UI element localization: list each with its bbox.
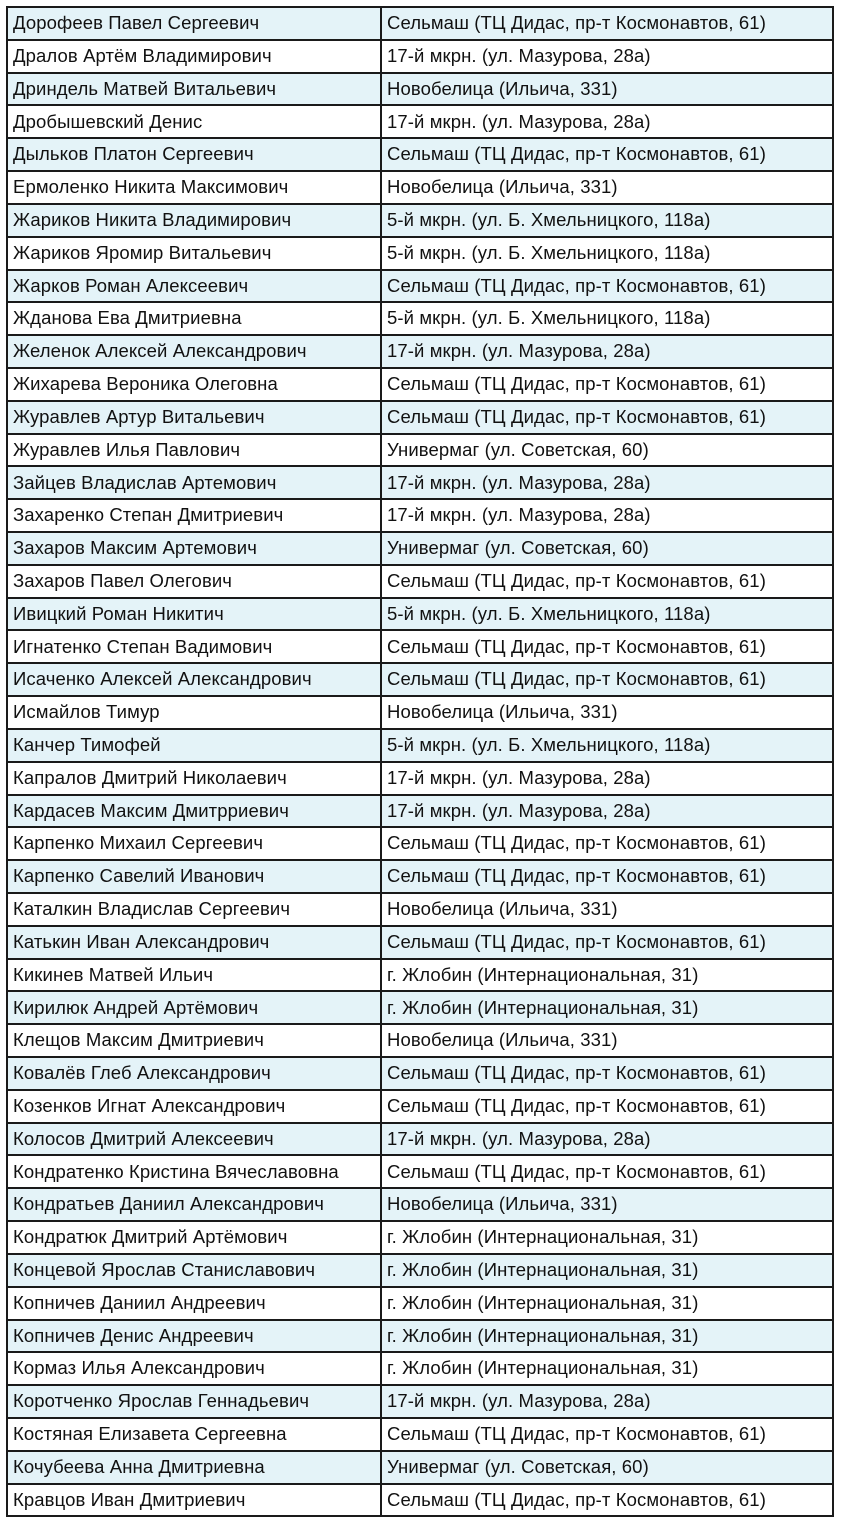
location-cell: Сельмаш (ТЦ Дидас, пр-т Космонавтов, 61) <box>381 401 833 434</box>
name-cell: Дыльков Платон Сергеевич <box>7 138 381 171</box>
location-cell: Сельмаш (ТЦ Дидас, пр-т Космонавтов, 61) <box>381 1484 833 1517</box>
table-row <box>7 795 833 828</box>
name-cell: Ковалёв Глеб Александрович <box>7 1057 381 1090</box>
location-cell: Новобелица (Ильича, 331) <box>381 73 833 106</box>
name-cell: Козенков Игнат Александрович <box>7 1090 381 1123</box>
location-cell: 17-й мкрн. (ул. Мазурова, 28а) <box>381 762 833 795</box>
name-cell: Зайцев Владислав Артемович <box>7 466 381 499</box>
location-cell: 17-й мкрн. (ул. Мазурова, 28а) <box>381 105 833 138</box>
name-cell: Кондратенко Кристина Вячеславовна <box>7 1155 381 1188</box>
name-cell: Карпенко Михаил Сергеевич <box>7 827 381 860</box>
location-cell: г. Жлобин (Интернациональная, 31) <box>381 1352 833 1385</box>
location-cell: 5-й мкрн. (ул. Б. Хмельницкого, 118а) <box>381 302 833 335</box>
location-cell: Новобелица (Ильича, 331) <box>381 893 833 926</box>
name-cell: Жданова Ева Дмитриевна <box>7 302 381 335</box>
location-cell: г. Жлобин (Интернациональная, 31) <box>381 1221 833 1254</box>
table-row <box>7 73 833 106</box>
name-cell: Захаренко Степан Дмитриевич <box>7 499 381 532</box>
location-cell: Сельмаш (ТЦ Дидас, пр-т Космонавтов, 61) <box>381 7 833 40</box>
location-cell: Универмаг (ул. Советская, 60) <box>381 1451 833 1484</box>
name-cell: Канчер Тимофей <box>7 729 381 762</box>
table-row <box>7 7 833 40</box>
location-cell: г. Жлобин (Интернациональная, 31) <box>381 991 833 1024</box>
table-row <box>7 499 833 532</box>
name-cell: Захаров Максим Артемович <box>7 532 381 565</box>
table-row <box>7 959 833 992</box>
location-cell: Сельмаш (ТЦ Дидас, пр-т Космонавтов, 61) <box>381 368 833 401</box>
location-cell: 5-й мкрн. (ул. Б. Хмельницкого, 118а) <box>381 204 833 237</box>
name-cell: Каталкин Владислав Сергеевич <box>7 893 381 926</box>
table-row <box>7 1287 833 1320</box>
name-cell: Кочубеева Анна Дмитриевна <box>7 1451 381 1484</box>
table-row <box>7 1451 833 1484</box>
table-row <box>7 434 833 467</box>
location-cell: Сельмаш (ТЦ Дидас, пр-т Космонавтов, 61) <box>381 926 833 959</box>
name-cell: Исаченко Алексей Александрович <box>7 663 381 696</box>
table-row <box>7 565 833 598</box>
name-cell: Копничев Денис Андреевич <box>7 1320 381 1353</box>
name-cell: Кондратюк Дмитрий Артёмович <box>7 1221 381 1254</box>
location-cell: Универмаг (ул. Советская, 60) <box>381 532 833 565</box>
name-cell: Ивицкий Роман Никитич <box>7 598 381 631</box>
table-row <box>7 368 833 401</box>
location-cell: 17-й мкрн. (ул. Мазурова, 28а) <box>381 40 833 73</box>
location-cell: Сельмаш (ТЦ Дидас, пр-т Космонавтов, 61) <box>381 860 833 893</box>
location-cell: Сельмаш (ТЦ Дидас, пр-т Космонавтов, 61) <box>381 138 833 171</box>
name-cell: Журавлев Илья Павлович <box>7 434 381 467</box>
table-row <box>7 40 833 73</box>
table-row <box>7 237 833 270</box>
location-cell: 17-й мкрн. (ул. Мазурова, 28а) <box>381 1123 833 1156</box>
table-row <box>7 1090 833 1123</box>
location-cell: 17-й мкрн. (ул. Мазурова, 28а) <box>381 499 833 532</box>
location-cell: Новобелица (Ильича, 331) <box>381 1024 833 1057</box>
table-row <box>7 1320 833 1353</box>
table-row <box>7 762 833 795</box>
name-cell: Жариков Яромир Витальевич <box>7 237 381 270</box>
table-row <box>7 1385 833 1418</box>
name-cell: Исмайлов Тимур <box>7 696 381 729</box>
name-cell: Игнатенко Степан Вадимович <box>7 630 381 663</box>
roster-table <box>6 6 834 1517</box>
table-row <box>7 532 833 565</box>
name-cell: Дорофеев Павел Сергеевич <box>7 7 381 40</box>
location-cell: Новобелица (Ильича, 331) <box>381 171 833 204</box>
table-row <box>7 1254 833 1287</box>
name-cell: Колосов Дмитрий Алексеевич <box>7 1123 381 1156</box>
location-cell: Новобелица (Ильича, 331) <box>381 696 833 729</box>
name-cell: Кирилюк Андрей Артёмович <box>7 991 381 1024</box>
location-cell: Универмаг (ул. Советская, 60) <box>381 434 833 467</box>
name-cell: Дробышевский Денис <box>7 105 381 138</box>
table-row <box>7 1221 833 1254</box>
table-row <box>7 926 833 959</box>
table-row <box>7 270 833 303</box>
name-cell: Капралов Дмитрий Николаевич <box>7 762 381 795</box>
location-cell: Новобелица (Ильича, 331) <box>381 1188 833 1221</box>
name-cell: Кравцов Иван Дмитриевич <box>7 1484 381 1517</box>
table-row <box>7 1188 833 1221</box>
table-row <box>7 630 833 663</box>
roster-body <box>7 7 833 1516</box>
table-row <box>7 1155 833 1188</box>
location-cell: Сельмаш (ТЦ Дидас, пр-т Космонавтов, 61) <box>381 1418 833 1451</box>
location-cell: Сельмаш (ТЦ Дидас, пр-т Космонавтов, 61) <box>381 1057 833 1090</box>
table-row <box>7 1484 833 1517</box>
table-row <box>7 1123 833 1156</box>
name-cell: Жариков Никита Владимирович <box>7 204 381 237</box>
table-row <box>7 302 833 335</box>
table-row <box>7 204 833 237</box>
table-row <box>7 171 833 204</box>
table-row <box>7 663 833 696</box>
table-row <box>7 860 833 893</box>
name-cell: Копничев Даниил Андреевич <box>7 1287 381 1320</box>
table-row <box>7 696 833 729</box>
location-cell: г. Жлобин (Интернациональная, 31) <box>381 1320 833 1353</box>
name-cell: Захаров Павел Олегович <box>7 565 381 598</box>
location-cell: 17-й мкрн. (ул. Мазурова, 28а) <box>381 1385 833 1418</box>
table-row <box>7 729 833 762</box>
location-cell: 5-й мкрн. (ул. Б. Хмельницкого, 118а) <box>381 598 833 631</box>
name-cell: Желенок Алексей Александрович <box>7 335 381 368</box>
name-cell: Карпенко Савелий Иванович <box>7 860 381 893</box>
table-row <box>7 1024 833 1057</box>
table-row <box>7 335 833 368</box>
table-row <box>7 1057 833 1090</box>
table-row <box>7 991 833 1024</box>
location-cell: г. Жлобин (Интернациональная, 31) <box>381 959 833 992</box>
location-cell: Сельмаш (ТЦ Дидас, пр-т Космонавтов, 61) <box>381 1155 833 1188</box>
location-cell: Сельмаш (ТЦ Дидас, пр-т Космонавтов, 61) <box>381 1090 833 1123</box>
name-cell: Кардасев Максим Дмитрриевич <box>7 795 381 828</box>
table-row <box>7 1352 833 1385</box>
name-cell: Коротченко Ярослав Геннадьевич <box>7 1385 381 1418</box>
name-cell: Жарков Роман Алексеевич <box>7 270 381 303</box>
table-row <box>7 827 833 860</box>
table-row <box>7 598 833 631</box>
location-cell: 5-й мкрн. (ул. Б. Хмельницкого, 118а) <box>381 729 833 762</box>
name-cell: Кикинев Матвей Ильич <box>7 959 381 992</box>
location-cell: Сельмаш (ТЦ Дидас, пр-т Космонавтов, 61) <box>381 827 833 860</box>
location-cell: 17-й мкрн. (ул. Мазурова, 28а) <box>381 795 833 828</box>
location-cell: Сельмаш (ТЦ Дидас, пр-т Космонавтов, 61) <box>381 663 833 696</box>
location-cell: Сельмаш (ТЦ Дидас, пр-т Космонавтов, 61) <box>381 270 833 303</box>
location-cell: 17-й мкрн. (ул. Мазурова, 28а) <box>381 466 833 499</box>
name-cell: Костяная Елизавета Сергеевна <box>7 1418 381 1451</box>
table-row <box>7 893 833 926</box>
table-row <box>7 1418 833 1451</box>
location-cell: Сельмаш (ТЦ Дидас, пр-т Космонавтов, 61) <box>381 565 833 598</box>
location-cell: г. Жлобин (Интернациональная, 31) <box>381 1254 833 1287</box>
name-cell: Дриндель Матвей Витальевич <box>7 73 381 106</box>
name-cell: Кормаз Илья Александрович <box>7 1352 381 1385</box>
name-cell: Журавлев Артур Витальевич <box>7 401 381 434</box>
name-cell: Дралов Артём Владимирович <box>7 40 381 73</box>
location-cell: Сельмаш (ТЦ Дидас, пр-т Космонавтов, 61) <box>381 630 833 663</box>
table-row <box>7 401 833 434</box>
location-cell: 17-й мкрн. (ул. Мазурова, 28а) <box>381 335 833 368</box>
name-cell: Ермоленко Никита Максимович <box>7 171 381 204</box>
name-cell: Клещов Максим Дмитриевич <box>7 1024 381 1057</box>
table-row <box>7 138 833 171</box>
location-cell: г. Жлобин (Интернациональная, 31) <box>381 1287 833 1320</box>
name-cell: Жихарева Вероника Олеговна <box>7 368 381 401</box>
name-cell: Кондратьев Даниил Александрович <box>7 1188 381 1221</box>
name-cell: Катькин Иван Александрович <box>7 926 381 959</box>
table-row <box>7 466 833 499</box>
name-cell: Концевой Ярослав Станиславович <box>7 1254 381 1287</box>
location-cell: 5-й мкрн. (ул. Б. Хмельницкого, 118а) <box>381 237 833 270</box>
table-row <box>7 105 833 138</box>
